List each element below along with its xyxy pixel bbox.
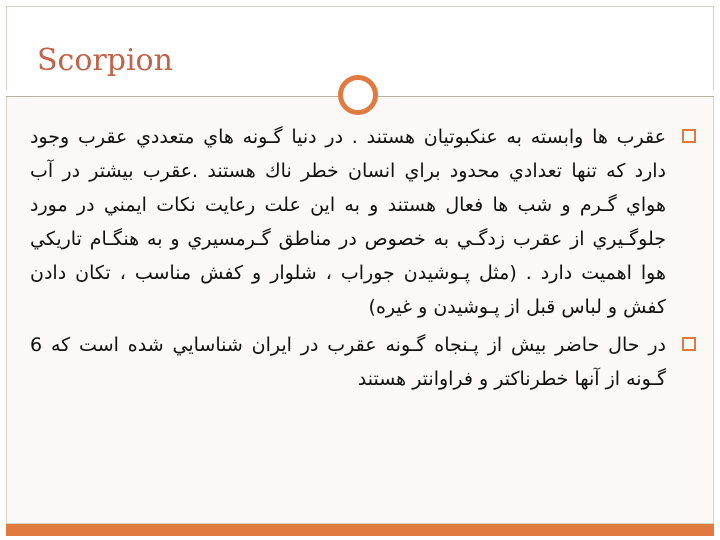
bullet-item — [30, 328, 700, 396]
bullet-item — [30, 120, 700, 324]
bullet-text: عقرب ها وابسته به عنكبوتيان هستند . در دنيا گـونه هاي متعددي عقرب وجود دارد كه تنها تعدادي محدود براي انسان خطر ناك هستند .عقرب بيشتر در آب هواي گـرم و شب ها فعال هستند و به اين علت رعايت نكات ايمني در مورد جلوگـيري از عقرب زدگـي به خصوص در مناطق گـرمسيري و به هنگـام تاريكي هوا اهميت دارد . (مثل پـوشيدن جوراب ، شلوار و كفش مناسب ، تكان دادن كفش و لباس قبل از پـوشيدن و غيره) — [30, 126, 666, 318]
footer-accent-bar — [6, 524, 714, 536]
bullet-text: در حال حاضر بيش از پـنجاه گـونه عقرب در ايران شناسايي شده است كه 6 گـونه از آنها خطرناكتر و فراوانتر هستند — [30, 334, 666, 390]
hollow-square-bullet-icon — [682, 129, 696, 143]
decorative-circle-icon — [338, 75, 378, 115]
slide-title: Scorpion — [37, 43, 173, 78]
bullet-list — [30, 120, 700, 400]
hollow-square-bullet-icon — [682, 337, 696, 351]
